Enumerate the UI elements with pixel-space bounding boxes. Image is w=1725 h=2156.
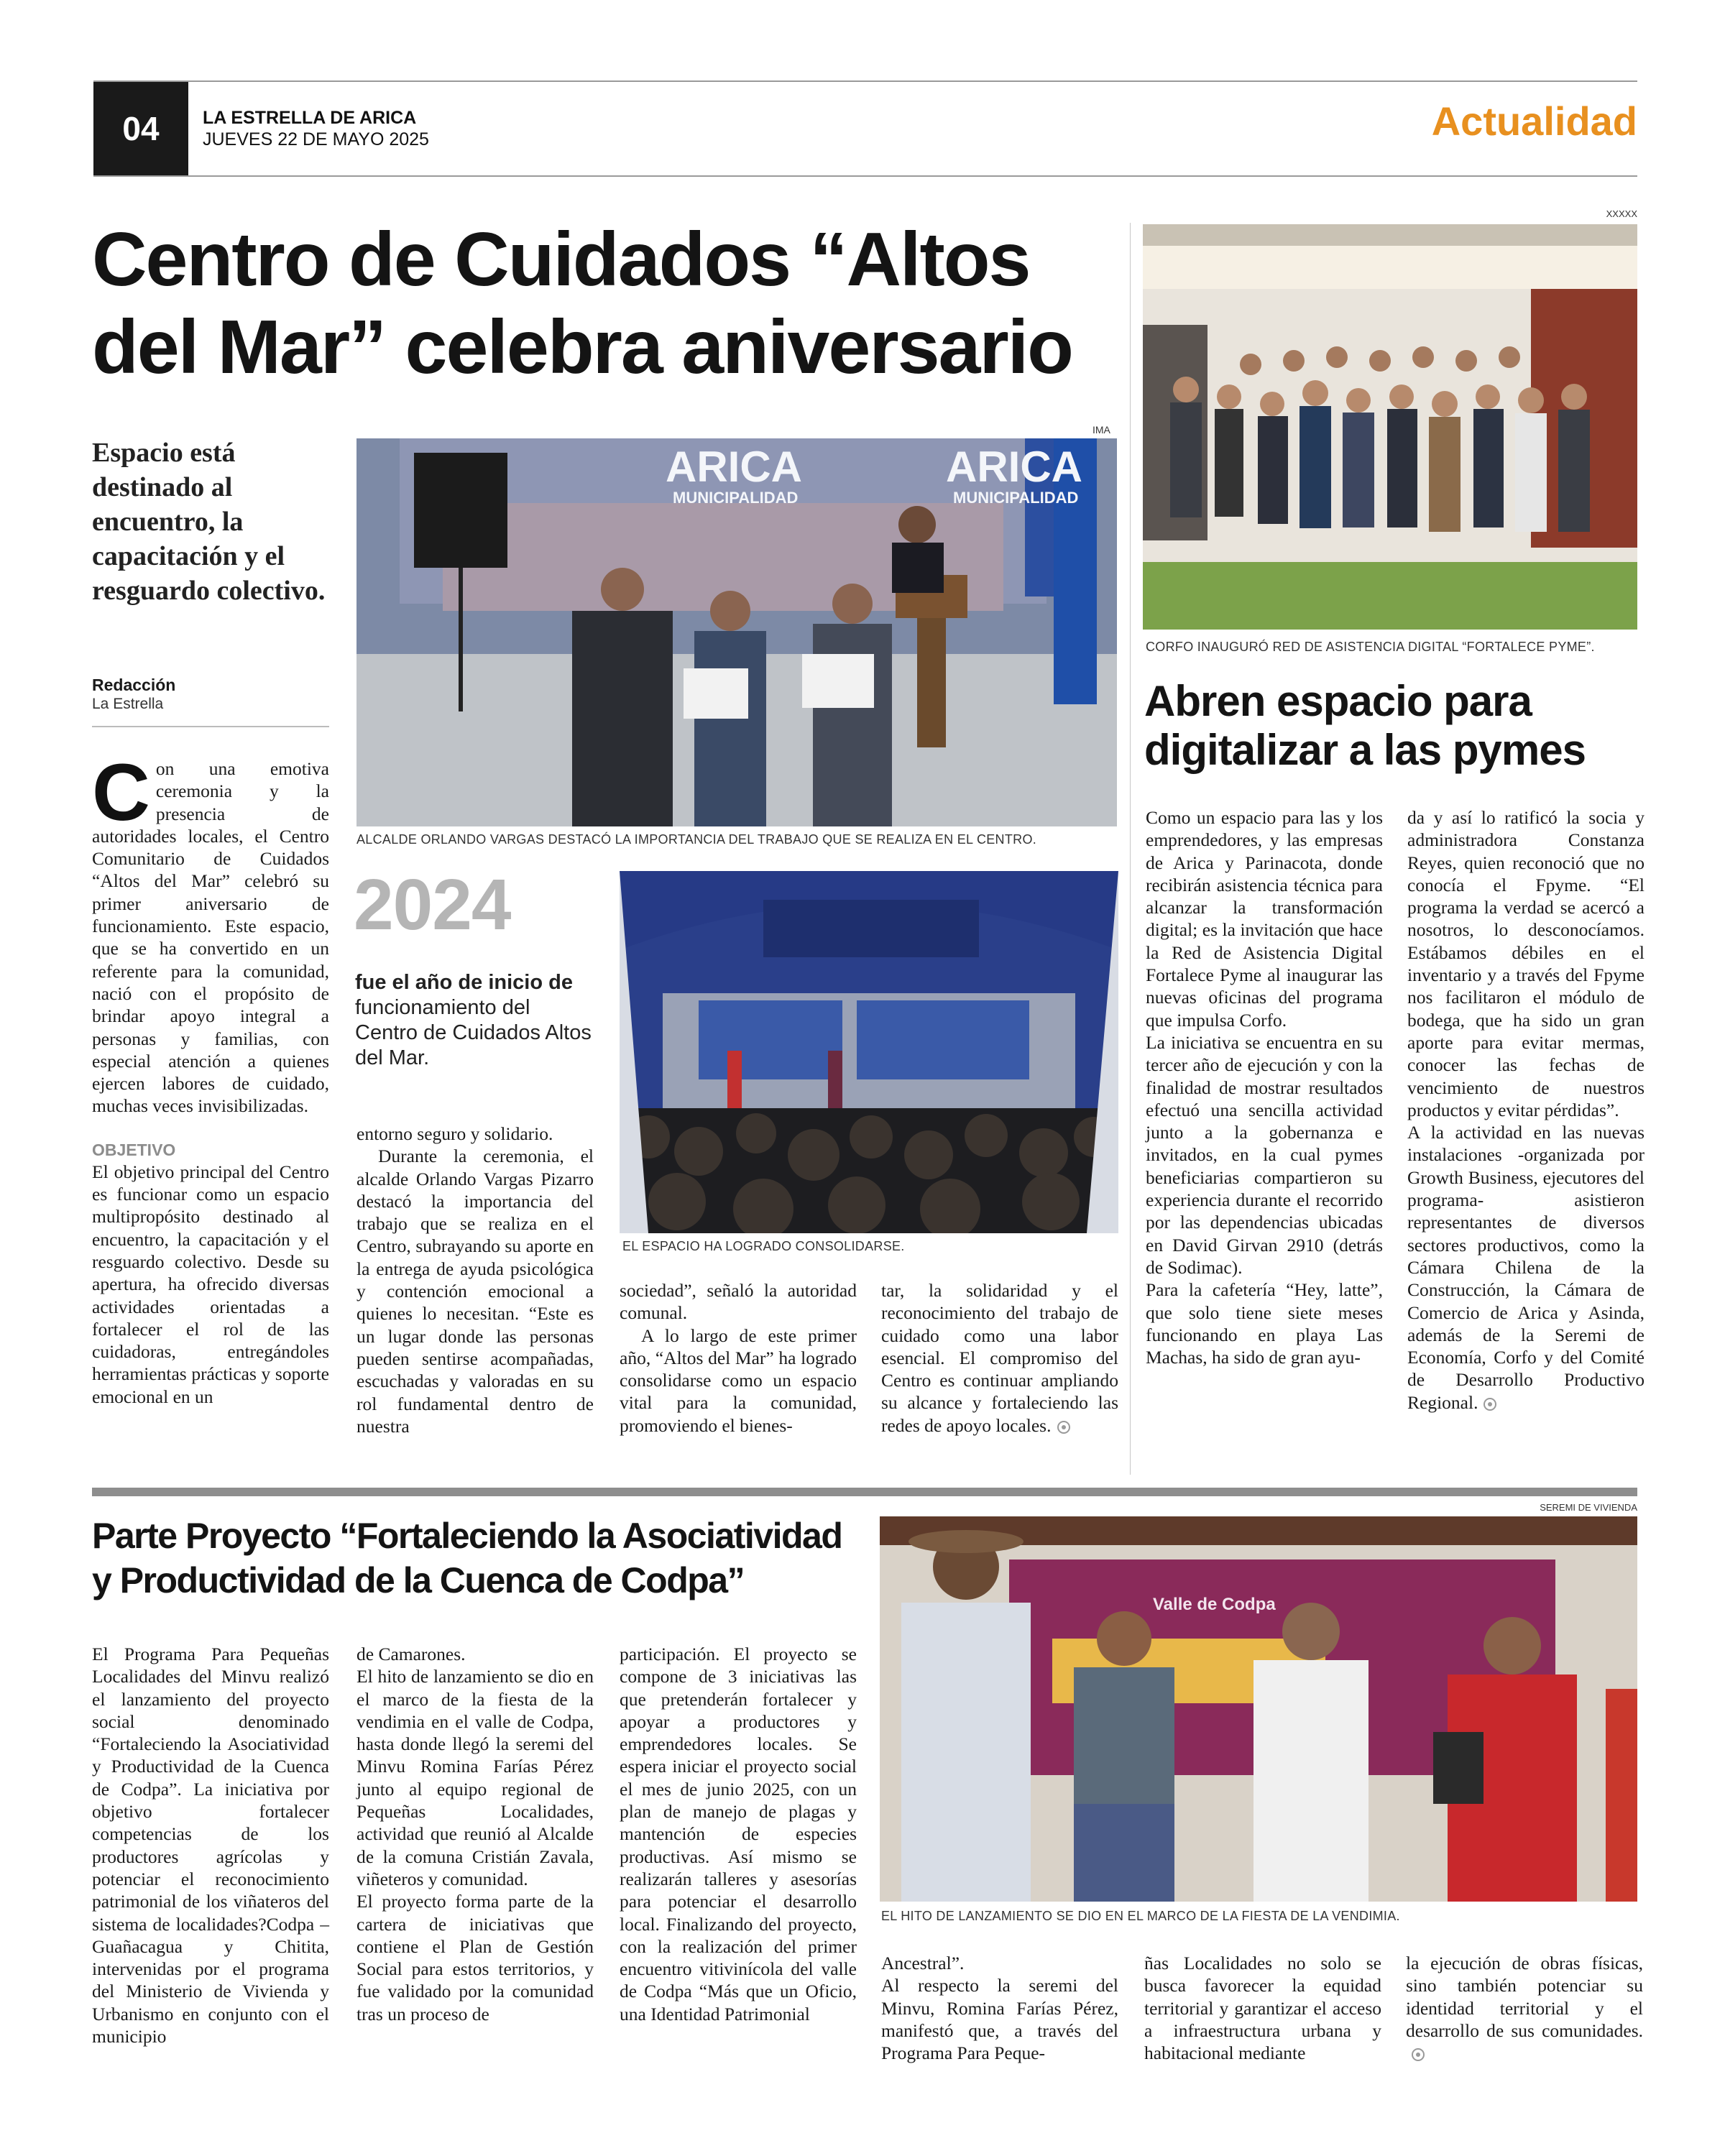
- photo1-caption: ALCALDE ORLANDO VARGAS DESTACÓ LA IMPORTANCIA DEL TRABAJO QUE SE REALIZA EN EL CENTRO.: [356, 832, 1037, 847]
- photo-vendimia-launch: [880, 1516, 1637, 1902]
- main-col1-p2: El objetivo principal del Centro es funcionar como un espacio multipropósito destinado al encuentro, la capacitación y el resguardo colectivo. Desde su apertura, ha ofrecido diversas actividades orientadas a fortalecer el rol de las cuidadoras, entregándoles herramientas prácticas y soporte emocional en un: [92, 1161, 329, 1407]
- header-top-rule: [93, 80, 1637, 82]
- main-col2-p1: entorno seguro y solidario.: [356, 1123, 553, 1144]
- bottom-photo-credit: SEREMI DE VIVIENDA: [1540, 1502, 1637, 1513]
- photo-audience-tent: [620, 871, 1118, 1233]
- bottom-col6: [1406, 1952, 1643, 2064]
- photo1-banner-sub: MUNICIPALIDAD: [673, 489, 799, 507]
- main-col3-p2: A lo largo de este primer año, “Altos del Mar” ha logrado consolidarse como un espacio vital para la comunidad, promoviendo el bienes-: [620, 1325, 857, 1436]
- photo2-caption: EL ESPACIO HA LOGRADO CONSOLIDARSE.: [622, 1239, 905, 1253]
- side-photo-credit: XXXXX: [1606, 208, 1637, 219]
- bottom-col2-p1: de Camarones.: [356, 1644, 466, 1664]
- paper-name: LA ESTRELLA DE ARICA: [203, 108, 417, 128]
- stat-number: 2024: [354, 865, 511, 945]
- side-headline-line2: digitalizar a las pymes: [1144, 726, 1586, 774]
- issue-date: JUEVES 22 DE MAYO 2025: [203, 129, 429, 149]
- bottom-end-mark-icon: [1412, 2048, 1425, 2061]
- side-col2-p2: A la actividad en las nuevas instalaciones -organizada por Growth Business, ejecutores del programa- asistieron representantes de diversos sectores productivos, como la Cámara Chilena de la Construcción, la Cámara de Comercio de Arica y Asinda, además de la Seremi de Economía, Corfo y del Comité de Desarrollo Productivo Regional.: [1407, 1122, 1644, 1413]
- page-number: 04: [122, 110, 160, 147]
- side-col1-p3: Para la cafetería “Hey, latte”, que solo tiene siete meses funcionando en playa Las Machas, ha sido de gran ayu-: [1146, 1279, 1383, 1368]
- photo1-credit: IMA: [1092, 424, 1110, 436]
- header-bottom-rule: [93, 175, 1637, 177]
- main-headline-line2: del Mar” celebra aniversario: [92, 305, 1072, 390]
- section-label: Actualidad: [1431, 98, 1637, 144]
- bottom-col3: [620, 1643, 857, 2025]
- side-col1-p2: La iniciativa se encuentra en su tercer año de ejecución y con la finalidad de mostrar resultados efectuó una sencilla actividad junto a la gobernanza e invitados, en la cual pymes beneficiarias compartieron su experiencia durante el recorrido por las dependencias ubicadas en David Girvan 2910 (detrás de Sodimac).: [1146, 1031, 1383, 1278]
- photo1-banner-text: ARICA: [666, 443, 802, 491]
- side-col2: [1407, 806, 1644, 1414]
- byline-org: La Estrella: [92, 696, 164, 712]
- side-headline: [1144, 677, 1647, 775]
- main-col2-p2: Durante la ceremonia, el alcalde Orlando Vargas Pizarro destacó la importancia del trabajo que se realiza en el Centro, subrayando su aporte en la entrega de ayuda psicológica y contención emocional a quienes lo necesitan. “Este es un lugar donde las personas pueden sentirse acompañadas, escuchadas y valoradas en su rol fundamental dentro de nuestra: [356, 1146, 594, 1437]
- photo-corfo-group: [1143, 224, 1637, 630]
- side-end-mark-icon: [1484, 1398, 1496, 1411]
- bottom-photo-caption: EL HITO DE LANZAMIENTO SE DIO EN EL MARCO DE LA FIESTA DE LA VENDIMIA.: [881, 1909, 1400, 1923]
- bottom-headline: [92, 1514, 883, 1603]
- side-col1: [1146, 806, 1383, 1368]
- bottom-col2: [356, 1643, 594, 2025]
- bottom-col2-p3: El proyecto forma parte de la cartera de iniciativas que contiene el Plan de Gestión Social para estos territorios, y fue validado por la comunidad tras un proceso de: [356, 1891, 594, 2024]
- main-col3: [620, 1279, 857, 1437]
- bottom-headline-line1: Parte Proyecto “Fortaleciendo la Asociatividad: [92, 1516, 842, 1556]
- byline-rule: [92, 726, 329, 727]
- bottom-col3-p1: participación. El proyecto se compone de 3 iniciativas las que pretenderán fortalecer y apoyar a productores y emprendedores locales. Se espera iniciar el proyecto social el mes de junio 2025, con un plan de manejo de plagas y mantención de especies productivas. Así mismo se realizarán talleres y asesorías para potenciar el desarrollo local. Finalizando del proyecto, con la realización del primer encuentro vitivinícola del valle de Codpa “Más que un Oficio, una Identidad Patrimonial: [620, 1644, 857, 2024]
- main-col3-p1: sociedad”, señaló la autoridad comunal.: [620, 1280, 857, 1324]
- dropcap: C: [92, 747, 150, 837]
- side-photo-caption: CORFO INAUGURÓ RED DE ASISTENCIA DIGITAL “FORTALECE PYME”.: [1146, 640, 1595, 654]
- main-deck: Espacio está destinado al encuentro, la capacitación y el resguardo colectivo.: [92, 438, 326, 606]
- subhead-objetivo: OBJETIVO: [92, 1140, 176, 1159]
- stat-bold: fue el año de inicio de: [355, 971, 573, 994]
- stat-text-block: [355, 970, 592, 1071]
- main-col1-p1-text: on una emotiva ceremonia y la presencia de autoridades locales, el Centro Comunitario de Cuidados “Altos del Mar” celebró su primer aniversario de funcionamiento. Este espacio, que se ha convertido en un referente para la comunidad, nació con el propósito de brindar apoyo integral a personas y familias, con especial atención a quienes ejercen labores de cuidado, muchas veces invisibilizadas.: [92, 758, 329, 1117]
- main-col2: [356, 1123, 594, 1437]
- main-col4: [881, 1279, 1118, 1437]
- photo-ceremony-stage: [356, 438, 1117, 826]
- main-col1: [92, 747, 329, 1408]
- column-divider: [1130, 223, 1131, 1475]
- bottom-col6-p1: la ejecución de obras físicas, sino también potenciar su identidad territorial y el desarrollo de sus comunidades.: [1406, 1953, 1643, 2041]
- main-headline-line1: Centro de Cuidados “Altos: [92, 217, 1030, 302]
- bottom-col5-p1: ñas Localidades no solo se busca favorecer la equidad territorial y garantizar el acceso a infraestructura urbana y habitacional mediante: [1144, 1953, 1381, 2064]
- side-headline-line1: Abren espacio para: [1144, 677, 1532, 725]
- side-col1-p1: Como un espacio para las y los emprendedores, y las empresas de Arica y Parinacota, donde recibirán asistencia técnica para alcanzar la transformación digital; es la invitación que hace la Red de Asistencia Digital Fortalece Pyme al inaugurar las nuevas oficinas del programa que impulsa Corfo.: [1146, 807, 1383, 1031]
- byline-name: Redacción: [92, 676, 176, 694]
- photo1-banner-sub-2: MUNICIPALIDAD: [953, 489, 1079, 507]
- bottom-headline-line2: y Productividad de la Cuenca de Codpa”: [92, 1560, 745, 1600]
- bottom-col2-p2: El hito de lanzamiento se dio en el marco de la fiesta de la vendimia en el valle de Codpa, hasta donde llegó la seremi del Minvu Romina Farías Pérez junto al equipo regional de Pequeñas Localidades, actividad que reunió al Alcalde de la comuna Cristián Zavala, viñeteros y comunidad.: [356, 1666, 594, 1889]
- bottom-col1: [92, 1643, 329, 2047]
- side-col2-p1: da y así lo ratificó la socia y administradora Constanza Reyes, quien reconoció que no conocía el Fpyme. “El programa la verdad se acercó a nosotros, lo desconocíamos. Estábamos débiles en el inventario y a través del Fpyme nos facilitaron el módulo de bodega, que ha sido un gran aporte para evitar mermas, conocer las fechas de vencimiento de nuestros productos y evitar pérdidas”.: [1407, 807, 1644, 1120]
- main-col1-p1: [92, 747, 329, 1118]
- page-number-block: [93, 82, 188, 175]
- main-headline: [92, 216, 1141, 391]
- photo-banner-text: Valle de Codpa: [1153, 1595, 1276, 1614]
- photo1-banner-text-2: ARICA: [946, 443, 1082, 491]
- bottom-col5: [1144, 1952, 1381, 2064]
- main-col4-p1: tar, la solidaridad y el reconocimiento del trabajo de cuidado como una labor esencial. El compromiso del Centro es continuar ampliando su alcance y fortaleciendo las redes de apoyo locales.: [881, 1280, 1118, 1436]
- bottom-col1-p1: El Programa Para Pequeñas Localidades del Minvu realizó el lanzamiento del proyecto social denominado “Fortaleciendo la Asociatividad y Productividad de la Cuenca de Codpa”. La iniciativa por objetivo fortalecer competencias de los productores agrícolas y potenciar el reconocimiento patrimonial de los viñateros del sistema de localidades?Codpa – Guañacagua y Chitita, intervenidas por el programa del Ministerio de Vivienda y Urbanismo en conjunto con el municipio: [92, 1644, 329, 2047]
- bottom-col4: [881, 1952, 1118, 2064]
- section-divider: [92, 1488, 1637, 1496]
- bottom-col4-p1: Ancestral”.: [881, 1953, 965, 1973]
- bottom-col4-p2: Al respecto la seremi del Minvu, Romina Farías Pérez, manifestó que, a través del Programa Para Peque-: [881, 1975, 1118, 2064]
- end-mark-icon: [1057, 1421, 1070, 1434]
- stat-text: funcionamiento del Centro de Cuidados Altos del Mar.: [355, 996, 592, 1069]
